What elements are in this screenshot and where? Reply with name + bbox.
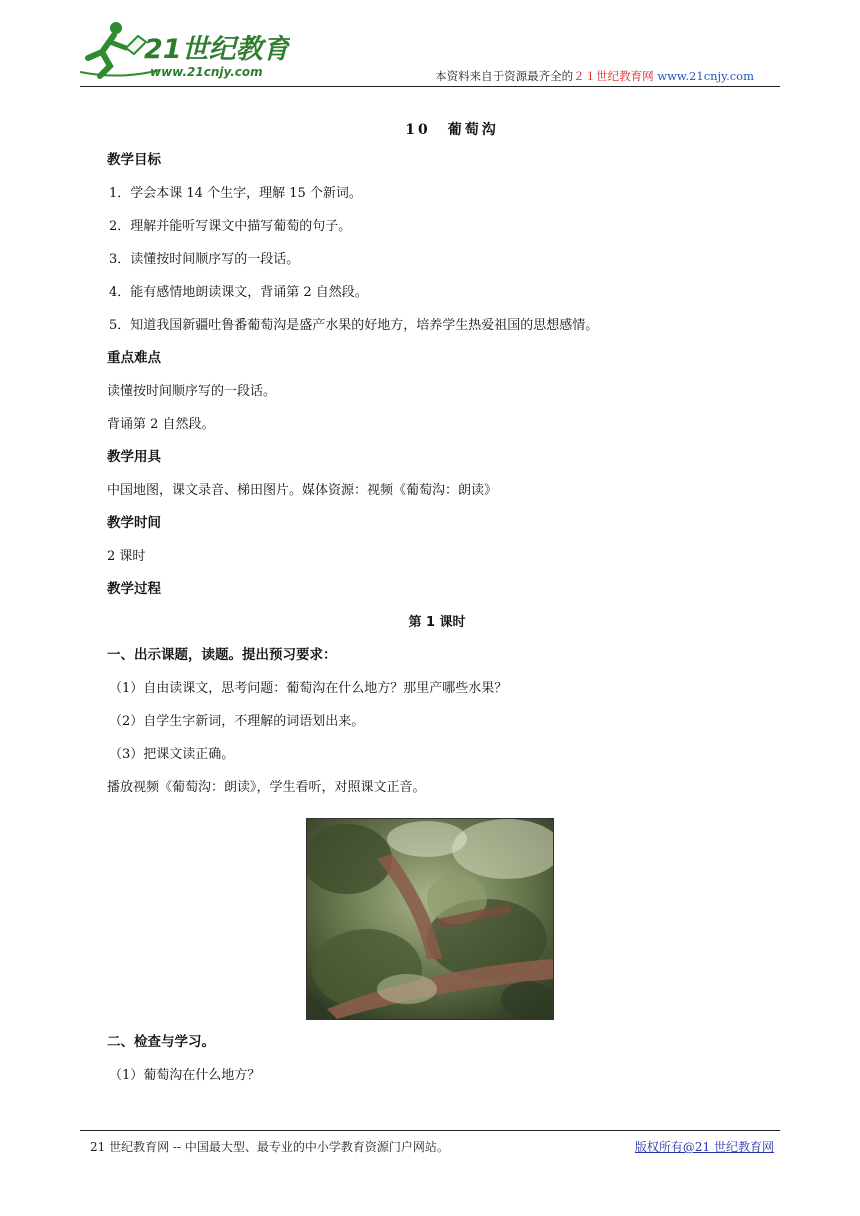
key-points-heading: 重点难点: [107, 350, 161, 366]
document-body-continued: [107, 1026, 767, 1092]
key-point-item: 读懂按时间顺序写的一段话。: [107, 384, 277, 399]
logo-url: www.21cnjy.com: [150, 65, 263, 79]
footer-divider: [80, 1130, 780, 1131]
time-text: 2 课时: [107, 549, 146, 564]
step1-item: （3）把课文读正确。: [109, 747, 235, 762]
source-prefix: 本资料来自于资源最齐全的: [435, 69, 574, 83]
step2-item: （1）葡萄沟在什么地方？: [109, 1068, 261, 1083]
step2-heading: 二、检查与学习。: [107, 1034, 215, 1050]
step1-item: （1）自由读课文，思考问题：葡萄沟在什么地方？那里产哪些水果？: [109, 681, 508, 696]
step1-heading: 一、出示课题，读题。提出预习要求：: [107, 647, 337, 663]
grape-vine-picture: [307, 819, 553, 1019]
goal-item: 1．学会本课 14 个生字，理解 15 个新词。: [109, 186, 362, 201]
footer-text: 21 世纪教育网 -- 中国最大型、最专业的中小学教育资源门户网站。: [90, 1140, 449, 1154]
tools-text: 中国地图，课文录音、梯田图片。媒体资源：视频《葡萄沟：朗读》: [107, 483, 498, 498]
page-title: 10 葡萄沟: [405, 122, 499, 138]
site-logo: [80, 18, 290, 84]
key-point-item: 背诵第 2 自然段。: [107, 417, 215, 432]
video-still-image[interactable]: [306, 818, 554, 1020]
source-url[interactable]: www.21cnjy.com: [657, 69, 754, 83]
footer-copyright-link[interactable]: 版权所有@21 世纪教育网: [634, 1140, 774, 1154]
step1-item: （2）自学生字新词，不理解的词语划出来。: [109, 714, 365, 729]
goal-item: 5．知道我国新疆吐鲁番葡萄沟是盛产水果的好地方，培养学生热爱祖国的思想感情。: [109, 318, 599, 333]
goals-heading: 教学目标: [107, 152, 161, 168]
step1-note: 播放视频《葡萄沟：朗读》，学生看听，对照课文正音。: [107, 780, 426, 795]
process-heading: 教学过程: [107, 581, 161, 597]
logo-text: 21世纪教育: [144, 34, 290, 65]
page-header: [80, 18, 780, 86]
header-divider: [80, 86, 780, 87]
goal-item: 4．能有感情地朗读课文，背诵第 2 自然段。: [109, 285, 368, 300]
source-site: ２１世纪教育网: [573, 69, 654, 83]
lesson-1-heading: 第 1 课时: [408, 615, 466, 630]
time-heading: 教学时间: [107, 515, 161, 531]
goal-item: 2．理解并能听写课文中描写葡萄的句子。: [109, 219, 352, 234]
goal-item: 3．读懂按时间顺序写的一段话。: [109, 252, 300, 267]
header-source-note: [435, 68, 754, 84]
tools-heading: 教学用具: [107, 449, 161, 465]
document-body: [107, 116, 767, 804]
